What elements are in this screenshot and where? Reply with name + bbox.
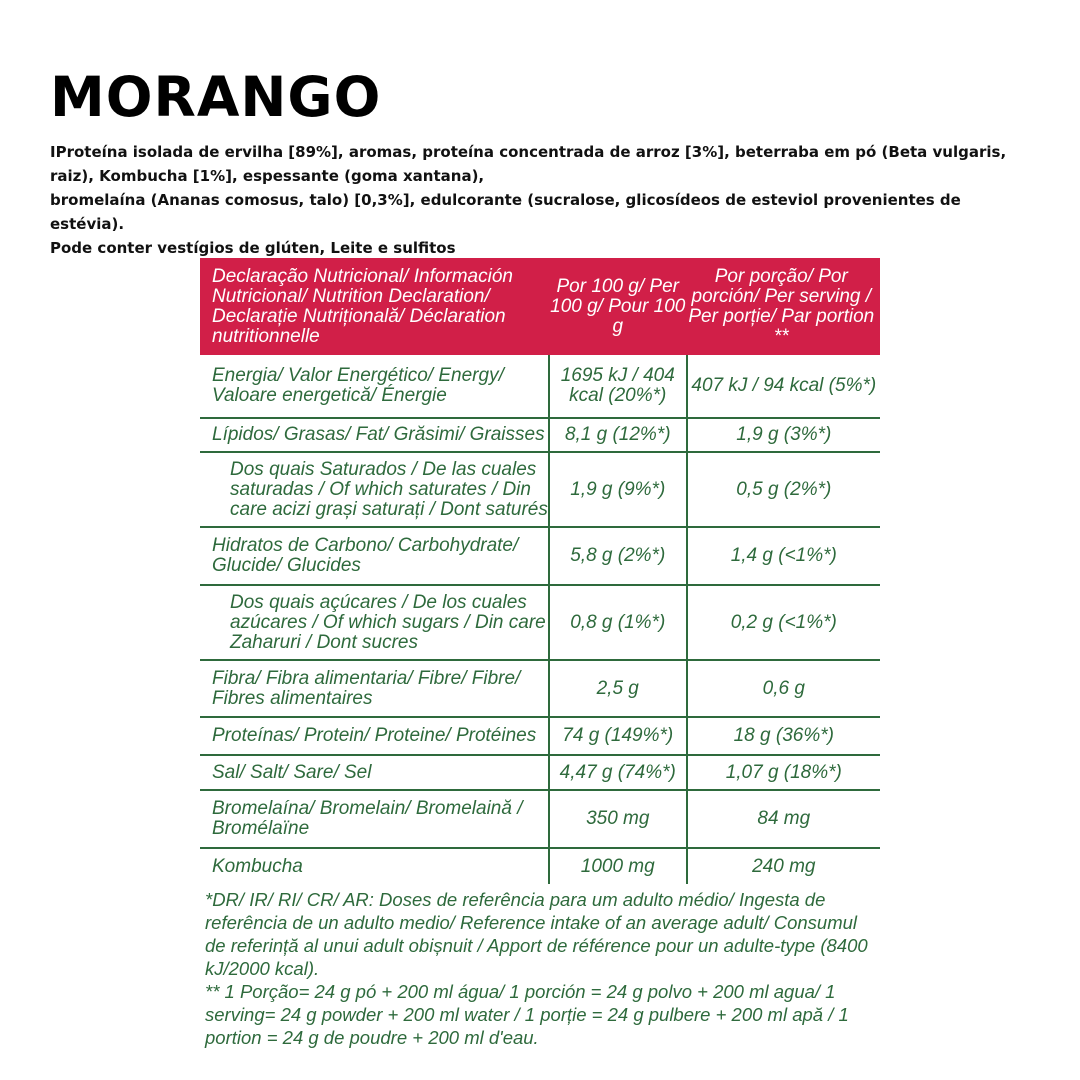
value-per-serving: 18 g (36%*) [687, 717, 880, 755]
value-per-serving: 240 mg [752, 855, 816, 877]
row-sugars [200, 585, 880, 660]
value-per-100g: 1000 mg [549, 848, 687, 884]
value-per-serving: 407 kJ / 94 kcal (5%*) [687, 355, 880, 418]
row-salt [200, 755, 880, 790]
product-title: MORANGO [50, 65, 382, 129]
nutrition-footnote [205, 888, 875, 1049]
ingredients-list [50, 140, 1040, 260]
value-per-100g: 1695 kJ / 404 kcal (20%*) [549, 355, 687, 418]
nutrient-label: Kombucha [212, 855, 303, 877]
row-fibre [200, 660, 880, 717]
value-per-100g: 4,47 g (74%*) [549, 755, 687, 790]
value-per-100g: 2,5 g [549, 660, 687, 717]
ingredients-line-1: IProteína isolada de ervilha [89%], aromas, proteína concentrada de arroz [3%], beterraba em pó (Beta vulgaris, raiz), Kombucha [1%], espessante (goma xantana), [50, 143, 1007, 185]
nutrient-label: Fibra/ Fibra alimentaria/ Fibre/ Fibre/ Fibres alimentaires [200, 660, 549, 717]
value-per-100g: 350 mg [549, 790, 687, 848]
row-carbohydrate [200, 527, 880, 585]
nutrition-table-header [200, 258, 880, 355]
row-bromelain [200, 790, 880, 848]
value-per-100g: 8,1 g (12%*) [549, 418, 687, 452]
row-saturates [200, 452, 880, 527]
header-declaration: Declaração Nutricional/ Información Nutricional/ Nutrition Declaration/ Declarație Nutrițională/ Déclaration nutritionnelle [200, 258, 549, 355]
value-per-serving: 1,9 g (3%*) [687, 418, 880, 452]
value-per-100g: 1,9 g (9%*) [549, 452, 687, 527]
nutrient-label: Lípidos/ Grasas/ Fat/ Grăsimi/ Graisses [200, 418, 549, 452]
row-kombucha [200, 848, 880, 884]
allergen-warning: Pode conter vestígios de glúten, Leite e sulfitos [50, 239, 456, 257]
value-per-serving: 0,2 g (<1%*) [687, 585, 880, 660]
nutrient-label: Dos quais açúcares / De los cuales azúcares / Of which sugars / Din care Zaharuri / Dont sucres [200, 585, 549, 660]
value-per-serving: 1,07 g (18%*) [687, 755, 880, 790]
value-per-serving: 1,4 g (<1%*) [687, 527, 880, 585]
nutrient-label: Proteínas/ Protein/ Proteine/ Protéines [200, 717, 549, 755]
header-per-100g: Por 100 g/ Per 100 g/ Pour 100 g [549, 258, 687, 355]
nutrient-label: Hidratos de Carbono/ Carbohydrate/ Glucide/ Glucides [200, 527, 549, 585]
header-per-serving: Por porção/ Por porción/ Per serving / Per porție/ Par portion ** [687, 258, 880, 355]
nutrient-label: Energia/ Valor Energético/ Energy/ Valoare energetică/ Énergie [200, 355, 549, 418]
value-per-serving: 0,6 g [687, 660, 880, 717]
value-per-serving: 0,5 g (2%*) [687, 452, 880, 527]
nutrient-label: Bromelaína/ Bromelain/ Bromelaină / Bromélaïne [200, 790, 549, 848]
value-per-100g: 5,8 g (2%*) [549, 527, 687, 585]
value-per-serving: 84 mg [687, 790, 880, 848]
portion-note: ** 1 Porção= 24 g pó + 200 ml água/ 1 porción = 24 g polvo + 200 ml agua/ 1 serving= 24 g powder + 200 ml water / 1 porție = 24 g pulbere + 200 ml apă / 1 portion = 24 g de poudre + 200 ml d'eau. [205, 981, 849, 1048]
row-protein [200, 717, 880, 755]
nutrition-table [200, 258, 880, 884]
value-per-100g: 74 g (149%*) [549, 717, 687, 755]
row-energy [200, 355, 880, 418]
ingredients-line-2: bromelaína (Ananas comosus, talo) [0,3%], edulcorante (sucralose, glicosídeos de esteviol provenientes de estévia). [50, 191, 961, 233]
nutrient-label: Sal/ Salt/ Sare/ Sel [200, 755, 549, 790]
value-per-100g: 0,8 g (1%*) [549, 585, 687, 660]
reference-intake-note: *DR/ IR/ RI/ CR/ AR: Doses de referência para um adulto médio/ Ingesta de referência de un adulto medio/ Reference intake of an average adult/ Consumul de referință al unui adult obișnuit / Apport de référence pour un adulte-type (8400 kJ/2000 kcal). [205, 889, 868, 979]
row-fat [200, 418, 880, 452]
nutrient-label: Dos quais Saturados / De las cuales saturadas / Of which saturates / Din care acizi grași saturați / Dont saturés [200, 452, 549, 527]
